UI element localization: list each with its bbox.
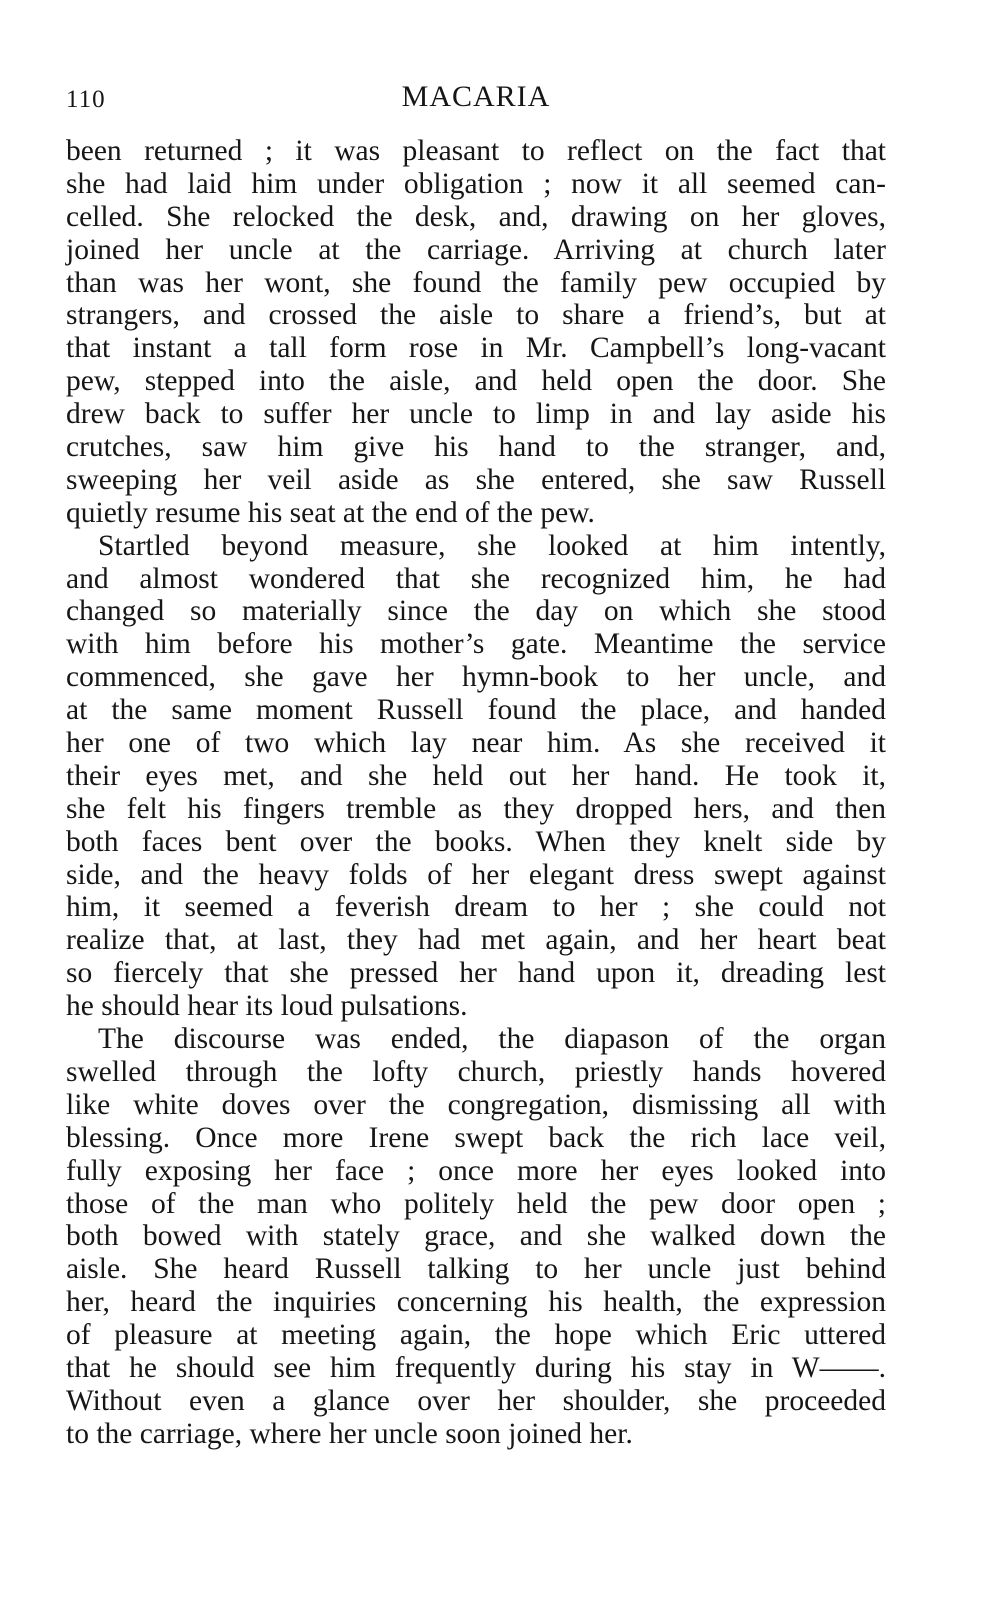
text-line: those of the man who politely held the pew door open ; xyxy=(66,1187,886,1220)
text-line: she felt his fingers tremble as they dropped hers, and then xyxy=(66,792,886,825)
text-line: both faces bent over the books. When they knelt side by xyxy=(66,825,886,858)
text-line: been returned ; it was pleasant to reflect on the fact that xyxy=(66,135,886,167)
text-line: side, and the heavy folds of her elegant dress swept against xyxy=(66,858,886,891)
text-line: that he should see him frequently during his stay in W——. xyxy=(66,1351,886,1384)
text-line: joined her uncle at the carriage. Arriving at church later xyxy=(66,233,886,266)
text-line: crutches, saw him give his hand to the stranger, and, xyxy=(66,431,886,464)
text-line: fully exposing her face ; once more her eyes looked into xyxy=(66,1154,886,1187)
text-line: so fiercely that she pressed her hand upon it, dreading lest xyxy=(66,957,886,990)
text-line: he should hear its loud pulsations. xyxy=(66,990,468,1023)
text-line: her one of two which lay near him. As she received it xyxy=(66,727,886,760)
text-line: pew, stepped into the aisle, and held open the door. She xyxy=(66,365,886,398)
text-line: The discourse was ended, the diapason of the organ xyxy=(98,1023,886,1056)
text-line: him, it seemed a feverish dream to her ; she could not xyxy=(66,891,886,924)
paragraph-1 xyxy=(66,135,886,530)
text-line: swelled through the lofty church, priestly hands hovered xyxy=(66,1055,886,1088)
text-line: with him before his mother’s gate. Meantime the service xyxy=(66,628,886,661)
text-line: of pleasure at meeting again, the hope which Eric uttered xyxy=(66,1319,886,1352)
text-line: strangers, and crossed the aisle to share a friend’s, but at xyxy=(66,299,886,332)
text-line: aisle. She heard Russell talking to her uncle just behind xyxy=(66,1253,886,1286)
text-line: she had laid him under obligation ; now it all seemed can- xyxy=(66,167,886,200)
text-line: changed so materially since the day on which she stood xyxy=(66,595,886,628)
text-line: to the carriage, where her uncle soon joined her. xyxy=(66,1417,633,1450)
text-line: and almost wondered that she recognized him, he had xyxy=(66,562,886,595)
text-line: like white doves over the congregation, dismissing all with xyxy=(66,1088,886,1121)
paragraph-2 xyxy=(66,530,886,1023)
text-line: Startled beyond measure, she looked at him intently, xyxy=(98,529,886,562)
running-title: MACARIA xyxy=(401,80,551,113)
page-number: 110 xyxy=(66,86,106,113)
text-line: that instant a tall form rose in Mr. Campbell’s long-vacant xyxy=(66,332,886,365)
running-head xyxy=(66,78,886,118)
text-line: blessing. Once more Irene swept back the rich lace veil, xyxy=(66,1121,886,1154)
text-line: at the same moment Russell found the place, and handed xyxy=(66,694,886,727)
text-line: their eyes met, and she held out her hand. He took it, xyxy=(66,759,886,792)
body-text xyxy=(66,135,886,1451)
text-line: her, heard the inquiries concerning his health, the expression xyxy=(66,1286,886,1319)
text-line: realize that, at last, they had met again, and her heart beat xyxy=(66,924,886,957)
text-line: sweeping her veil aside as she entered, she saw Russell xyxy=(66,463,886,496)
text-line: both bowed with stately grace, and she walked down the xyxy=(66,1220,886,1253)
text-line: quietly resume his seat at the end of the pew. xyxy=(66,496,595,529)
paragraph-3 xyxy=(66,1023,886,1451)
text-line: drew back to suffer her uncle to limp in and lay aside his xyxy=(66,398,886,431)
text-line: commenced, she gave her hymn-book to her uncle, and xyxy=(66,661,886,694)
text-line: than was her wont, she found the family pew occupied by xyxy=(66,266,886,299)
text-line: celled. She relocked the desk, and, drawing on her gloves, xyxy=(66,200,886,233)
text-line: Without even a glance over her shoulder, she proceeded xyxy=(66,1384,886,1417)
